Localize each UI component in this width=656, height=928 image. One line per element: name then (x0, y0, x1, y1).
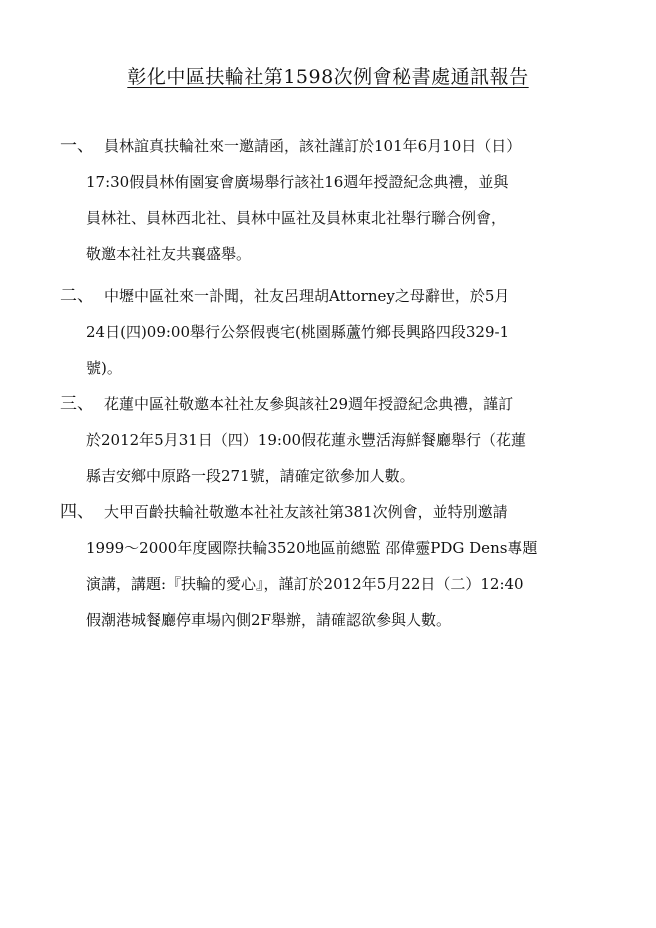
notice-item-1 (60, 128, 600, 272)
item-line: 中壢中區社來一訃聞，社友呂理胡Attorney之母辭世，於5月 (104, 287, 510, 305)
item-line: 縣吉安鄉中原路一段271號，請確定欲參加人數。 (86, 467, 415, 485)
item-line: 24日(四)09:00舉行公祭假喪宅(桃園縣蘆竹鄉長興路四段329-1 (86, 323, 510, 341)
item-line: 號)。 (86, 359, 122, 377)
item-line: 演講，講題:『扶輪的愛心』，謹訂於2012年5月22日（二）12:40 (86, 575, 524, 593)
item-line: 花蓮中區社敬邀本社社友參與該社29週年授證紀念典禮，謹訂 (104, 395, 514, 413)
item-line: 大甲百齡扶輪社敬邀本社社友該社第381次例會，並特別邀請 (104, 503, 508, 521)
document-title-text: 彰化中區扶輪社第1598次例會秘書處通訊報告 (127, 66, 529, 88)
item-number: 一、 (60, 136, 94, 156)
item-line: 17:30假員林侑園宴會廣場舉行該社16週年授證紀念典禮，並與 (86, 173, 509, 191)
item-number: 二、 (60, 286, 94, 306)
item-number: 三、 (60, 394, 94, 414)
item-line: 1999～2000年度國際扶輪3520地區前總監 邵偉靈PDG Dens專題 (86, 539, 538, 557)
item-line: 假潮港城餐廳停車場內側2F舉辦，請確認欲參與人數。 (86, 611, 451, 629)
item-line: 敬邀本社社友共襄盛舉。 (86, 245, 252, 263)
notice-item-4 (60, 494, 600, 638)
item-line: 員林社、員林西北社、員林中區社及員林東北社舉行聯合例會， (86, 209, 507, 227)
item-line: 員林誼真扶輪社來一邀請函，該社謹訂於101年6月10日（日） (104, 137, 522, 155)
notice-item-2 (60, 278, 600, 386)
notice-item-3 (60, 386, 600, 494)
item-number: 四、 (60, 502, 94, 522)
item-line: 於2012年5月31日（四）19:00假花蓮永豐活海鮮餐廳舉行（花蓮 (86, 431, 527, 449)
document-title (0, 64, 656, 90)
